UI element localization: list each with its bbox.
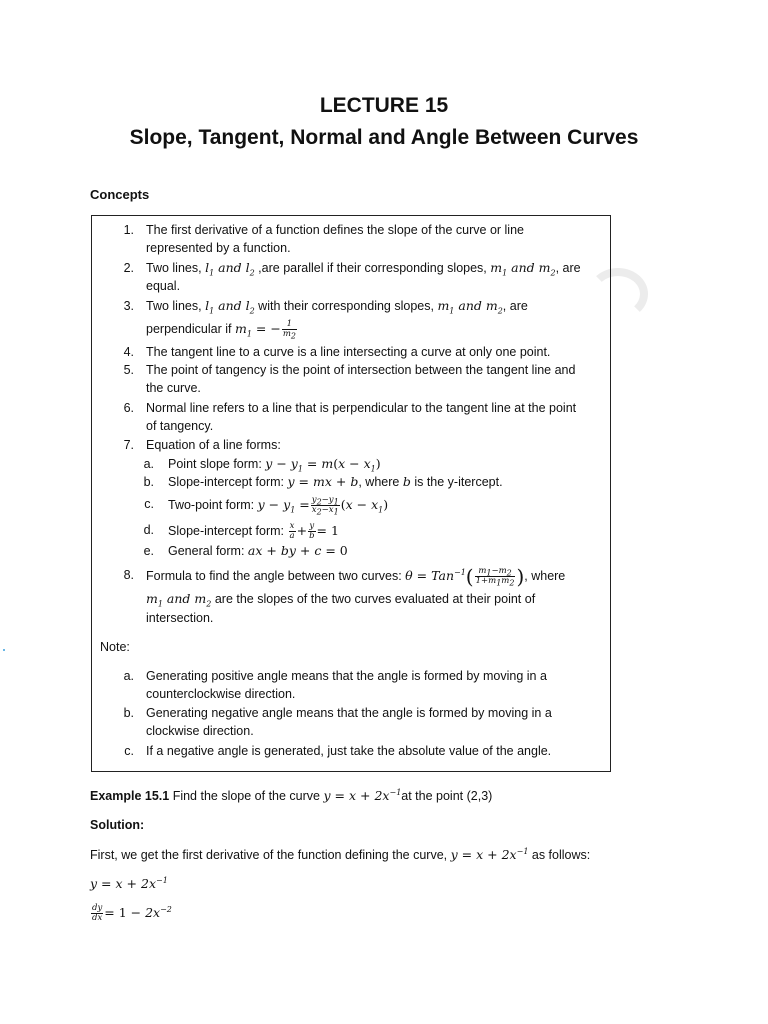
concept-1-line-2: represented by a function. xyxy=(146,241,291,255)
note-a-line-2: counterclockwise direction. xyxy=(146,687,296,701)
concept-6-line-1: Normal line refers to a line that is perpendicular to the tangent line at the point xyxy=(146,401,577,415)
general-form: General form: ax + by + c = 0 xyxy=(168,543,348,558)
concept-2-line-2: equal. xyxy=(146,279,181,293)
concept-5-line-2: the curve. xyxy=(146,381,201,395)
derivative-equation: $\frac{dy}{dx}$ = $1 - 2x^{-2}$ xyxy=(92,903,172,923)
concepts-box: 1. The first derivative of a function defines the slope of the curve or line represented by a function. 2. Two lines, $l_1$ and $l_2$ ,are parallel if their corresponding slopes, $m_1$ and $m_2$, are equal. 3. Two lines, $l_1$ and $l_2$ with their corresponding slopes, $m_1$ and $m_2$, are perpendicular if $m_1$ = − $\frac{1}{m_2}$ 4. The tangent line to a curve is a line intersecting a curve at only one point. 5. The point of tangency is the point of intersection between the tangent line and the curve. 6. Normal line refers to a line that is perpendicular to the tangent line at the point of tangency. 7. Equation of a line forms: a. Point slope form: $y - y_1 = m(x - x_1)$ b. Slope-intercept form: y = mx + b, where b is the y-itercept. c. Two-point form: $y - y_1$ = $\frac{y_2-y_1}{x_2-x_1}$ $(x - x_1)$ d. Slope-intercept form: $\frac{x}{a}$ + $\frac{y}{b}$ = 1 e. General form: ax + by + c = 0 8. Formula to find the angle between two curves: θ = Tan$^{-1}$( $\frac{m_1-m_2}{1+m_1m_2}$ ), where $m_1$ and $m_2$ are the slopes of the two curves evaluated at their point of intersection. Note: a. Generating positive angle means that the angle is formed by moving in a counterclockwise direction. b. Generating negative angle means that the angle is formed by moving in a clockwise direction. c. If a negative angle is generated, just take the absolute value of the angle. xyxy=(91,215,611,772)
concept-3-line-2: perpendicular if $m_1$ = − $\frac{1}{m_2}$ xyxy=(146,319,296,341)
concept-3-line-1: Two lines, $l_1$ and $l_2$ with their corresponding slopes, $m_1$ and $m_2$, are xyxy=(146,298,528,316)
example-statement: Example 15.1 Find the slope of the curve $y = x + 2x^{-1}at$ the point (2,3) xyxy=(90,787,493,803)
concept-2-line-1: Two lines, $l_1$ and $l_2$ ,are parallel if their corresponding slopes, $m_1$ and $m_2$, are xyxy=(146,260,581,278)
two-point-form: Two-point form: $y - y_1$ = $\frac{y_2-y_1}{x_2-x_1}$ $(x - x_1)$ xyxy=(168,495,389,517)
concept-8-line-3: intersection. xyxy=(146,611,214,625)
concept-8-line-1: Formula to find the angle between two curves: θ = Tan$^{-1}$( $\frac{m_1-m_2}{1+m_1m_2}$ ), where xyxy=(146,564,566,589)
note-a-line-1: Generating positive angle means that the angle is formed by moving in a xyxy=(146,669,547,683)
concept-8-line-2: $m_1$ and $m_2$ are the slopes of the two curves evaluated at their point of xyxy=(146,591,536,609)
solution-intro: First, we get the first derivative of the function defining the curve, $y = x + 2x^{-1}$ as follows: xyxy=(90,846,591,862)
function-equation: $y = x + 2x^{-1}$ xyxy=(90,875,168,891)
slope-intercept-form: Slope-intercept form: y = mx + b, where b is the y-itercept. xyxy=(168,474,503,489)
solution-heading: Solution: xyxy=(90,818,145,832)
note-b-line-1: Generating negative angle means that the angle is formed by moving in a xyxy=(146,706,552,720)
concept-7-line-1: Equation of a line forms: xyxy=(146,438,281,452)
point-slope-form: Point slope form: $y - y_1 = m(x - x_1)$ xyxy=(168,456,381,474)
concept-6-line-2: of tangency. xyxy=(146,419,214,433)
stray-mark xyxy=(3,649,5,651)
concept-1-line-1: The first derivative of a function defines the slope of the curve or line xyxy=(146,223,524,237)
concept-5-line-1: The point of tangency is the point of intersection between the tangent line and xyxy=(146,363,576,377)
lecture-title: Slope, Tangent, Normal and Angle Between Curves xyxy=(129,126,639,149)
lecture-number: LECTURE 15 xyxy=(319,94,449,117)
concept-4-line-1: The tangent line to a curve is a line intersecting a curve at only one point. xyxy=(146,345,551,359)
note-b-line-2: clockwise direction. xyxy=(146,724,254,738)
concepts-heading: Concepts xyxy=(90,187,150,202)
note-label: Note: xyxy=(100,640,130,654)
intercept-form: Slope-intercept form: $\frac{x}{a}$ + $\frac{y}{b}$ = 1 xyxy=(168,521,339,541)
note-c-line-1: If a negative angle is generated, just take the absolute value of the angle. xyxy=(146,744,552,758)
